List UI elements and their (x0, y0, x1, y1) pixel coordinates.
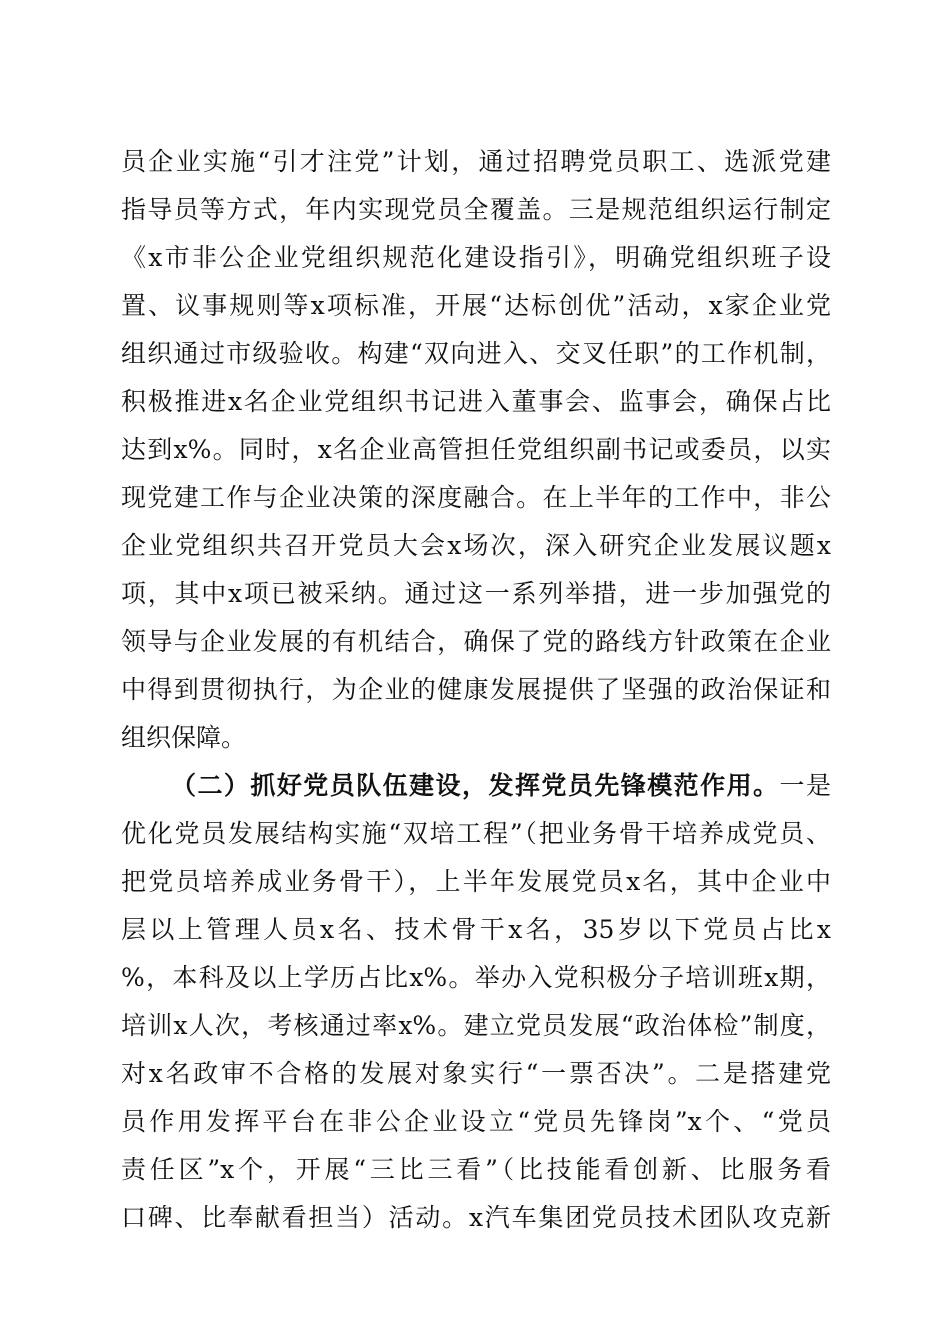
paragraph-line: 口碑、比奉献看担当）活动。x汽车集团党员技术团队攻克新 (121, 1203, 831, 1232)
paragraph-line: 项，其中x项已被采纳。通过这一系列举措，进一步加强党的 (121, 579, 831, 608)
paragraph-line: 中得到贯彻执行，为企业的健康发展提供了坚强的政治保证和 (121, 675, 831, 704)
paragraph-line: 层以上管理人员x名、技术骨干x名，35岁以下党员占比x (121, 915, 831, 944)
paragraph-line: 员企业实施“引才注党”计划，通过招聘党员职工、选派党建 (121, 147, 831, 176)
paragraph-line: 优化党员发展结构实施“双培工程”（把业务骨干培养成党员、 (121, 819, 831, 848)
paragraph-line: 员作用发挥平台在非公企业设立“党员先锋岗”x个、“党员 (121, 1107, 831, 1136)
paragraph-line: 组织保障。 (121, 723, 247, 752)
paragraph-line: 对x名政审不合格的发展对象实行“一票否决”。二是搭建党 (121, 1059, 831, 1088)
paragraph-line: %，本科及以上学历占比x%。举办入党积极分子培训班x期， (121, 963, 831, 992)
paragraph-line: 组织通过市级验收。构建“双向进入、交叉任职”的工作机制， (121, 339, 831, 368)
paragraph-line: 把党员培养成业务骨干），上半年发展党员x名，其中企业中 (121, 867, 831, 896)
paragraph-line: 积极推进x名企业党组织书记进入董事会、监事会，确保占比 (121, 387, 831, 416)
section-heading-line (171, 762, 831, 810)
section-heading: （二）抓好党员队伍建设，发挥党员先锋模范作用。 (171, 771, 780, 800)
paragraph-line: 置、议事规则等x项标准，开展“达标创优”活动，x家企业党 (121, 291, 831, 320)
paragraph-line: 责任区”x个，开展“三比三看”（比技能看创新、比服务看 (121, 1155, 831, 1184)
paragraph-line: 培训x人次，考核通过率x%。建立党员发展“政治体检”制度， (121, 1011, 831, 1040)
paragraph-line: 指导员等方式，年内实现党员全覆盖。三是规范组织运行制定 (121, 195, 831, 224)
paragraph-line: 现党建工作与企业决策的深度融合。在上半年的工作中，非公 (121, 483, 831, 512)
paragraph-line: 领导与企业发展的有机结合，确保了党的路线方针政策在企业 (121, 627, 831, 656)
heading-line-continuation: 一是 (779, 771, 831, 800)
paragraph-line: 达到x%。同时，x名企业高管担任党组织副书记或委员，以实 (121, 435, 831, 464)
paragraph-line: 企业党组织共召开党员大会x场次，深入研究企业发展议题x (121, 531, 831, 560)
paragraph-line: 《x市非公企业党组织规范化建设指引》，明确党组织班子设 (121, 243, 831, 272)
